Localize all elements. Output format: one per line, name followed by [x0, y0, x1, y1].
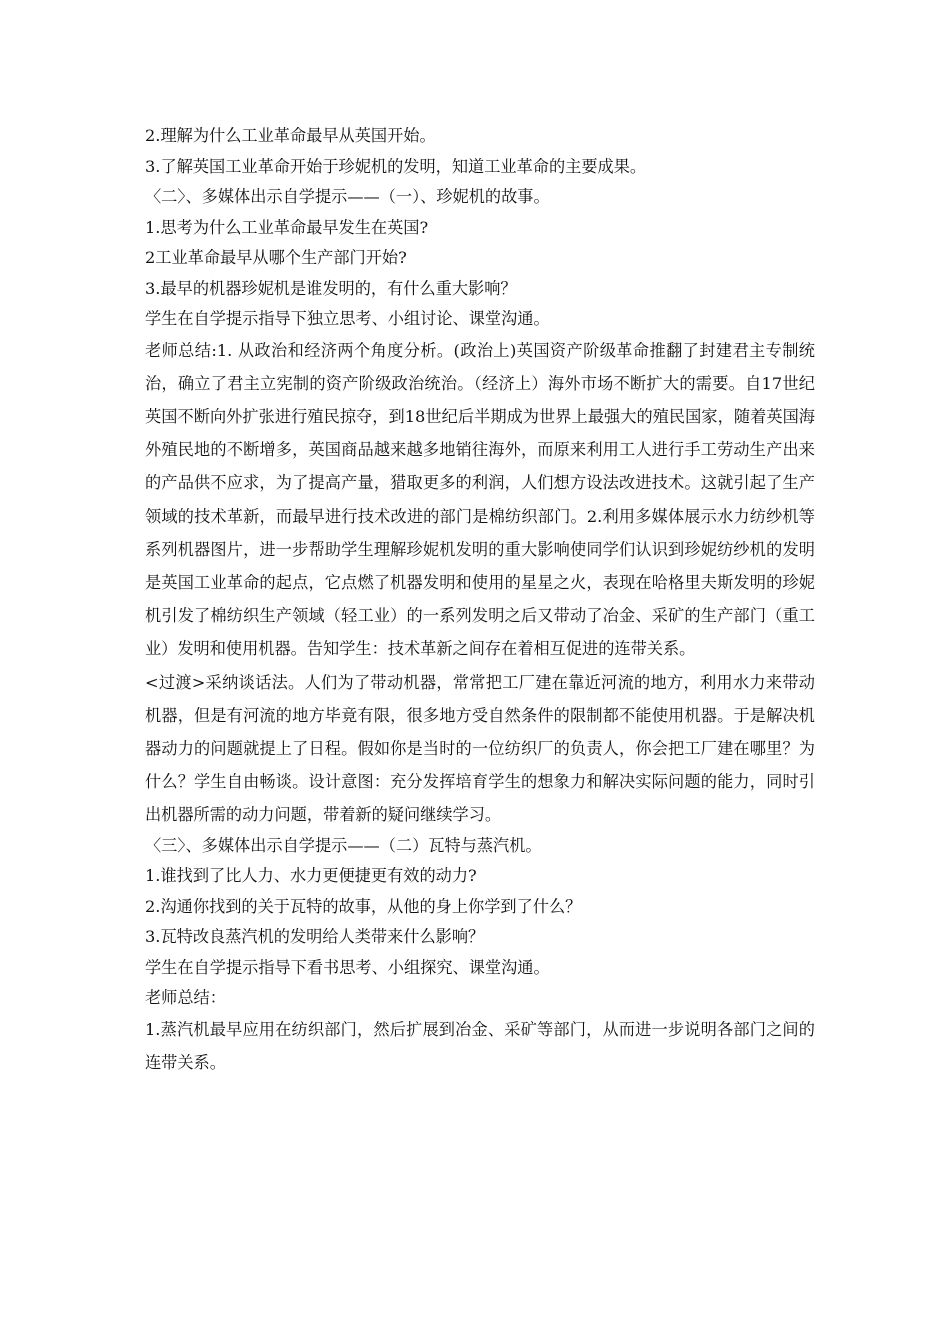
- teacher-summary-label: 老师总结：: [145, 988, 226, 1008]
- prompt-2: 2工业革命最早从哪个生产部门开始?: [145, 248, 407, 267]
- transition-paragraph: <过渡>采纳谈话法。人们为了带动机器，常常把工厂建在靠近河流的地方，利用水力来带动机器，但是有河流的地方毕竟有限，很多地方受自然条件的限制都不能使用机器。于是解决机器动力的问题就提上了日程。假如你是当时的一位纺织厂的负责人，你会把工厂建在哪里？为什么？学生自由畅谈。设计意图：充分发挥培育学生的想象力和解决实际问题的能力，同时引出机器所需的动力问题，带着新的疑问继续学习。: [145, 672, 815, 825]
- teacher-summary-2: 1.蒸汽机最早应用在纺织部门，然后扩展到冶金、采矿等部门，从而进一步说明各部门之间的连带关系。: [145, 1019, 815, 1072]
- teacher-summary-1: 老师总结:1. 从政治和经济两个角度分析。(政治上)英国资产阶级革命推翻了封建君主专制统治，确立了君主立宪制的资产阶级政治统治。（经济上）海外市场不断扩大的需要。自17世纪英国不断向外扩张进行殖民掠夺，到18世纪后半期成为世界上最强大的殖民国家，随着英国海外殖民地的不断增多，英国商品越来越多地销往海外，而原来利用工人进行手工劳动生产出来的产品供不应求，为了提高产量，猎取更多的利润，人们想方设法改进技术。这就引起了生产领域的技术革新，而最早进行技术改进的部门是棉纺织部门。2.利用多媒体展示水力纺纱机等系列机器图片，进一步帮助学生理解珍妮机发明的重大影响使同学们认识到珍妮纺纱机的发明是英国工业革命的起点，它点燃了机器发明和使用的星星之火，表现在哈格里夫斯发明的珍妮机引发了棉纺织生产领域（轻工业）的一系列发明之后又带动了冶金、采矿的生产部门（重工业）发明和使用机器。告知学生：技术革新之间存在着相互促进的连带关系。: [145, 340, 815, 659]
- student-activity-2: 学生在自学提示指导下看书思考、小组探究、课堂沟通。: [145, 957, 550, 977]
- prompt-5: 2.沟通你找到的关于瓦特的故事，从他的身上你学到了什么？: [145, 896, 582, 916]
- objective-3: 3.了解英国工业革命开始于珍妮机的发明，知道工业革命的主要成果。: [145, 156, 647, 176]
- section-heading-2: 〈二〉、多媒体出示自学提示——（一）、珍妮机的故事。: [145, 187, 550, 206]
- prompt-6: 3.瓦特改良蒸汽机的发明给人类带来什么影响？: [145, 927, 485, 947]
- objective-2: 2.理解为什么工业革命最早从英国开始。: [145, 126, 436, 145]
- prompt-4: 1.谁找到了比人力、水力更便捷更有效的动力?: [145, 866, 477, 886]
- section-heading-3: 〈三〉、多媒体出示自学提示——（二）瓦特与蒸汽机。: [145, 835, 542, 855]
- prompt-1: 1.思考为什么工业革命最早发生在英国?: [145, 217, 429, 237]
- document-body: [145, 122, 815, 1079]
- student-activity-1: 学生在自学提示指导下独立思考、小组讨论、课堂沟通。: [145, 309, 550, 328]
- prompt-3: 3.最早的机器珍妮机是谁发明的，有什么重大影响？: [145, 278, 517, 298]
